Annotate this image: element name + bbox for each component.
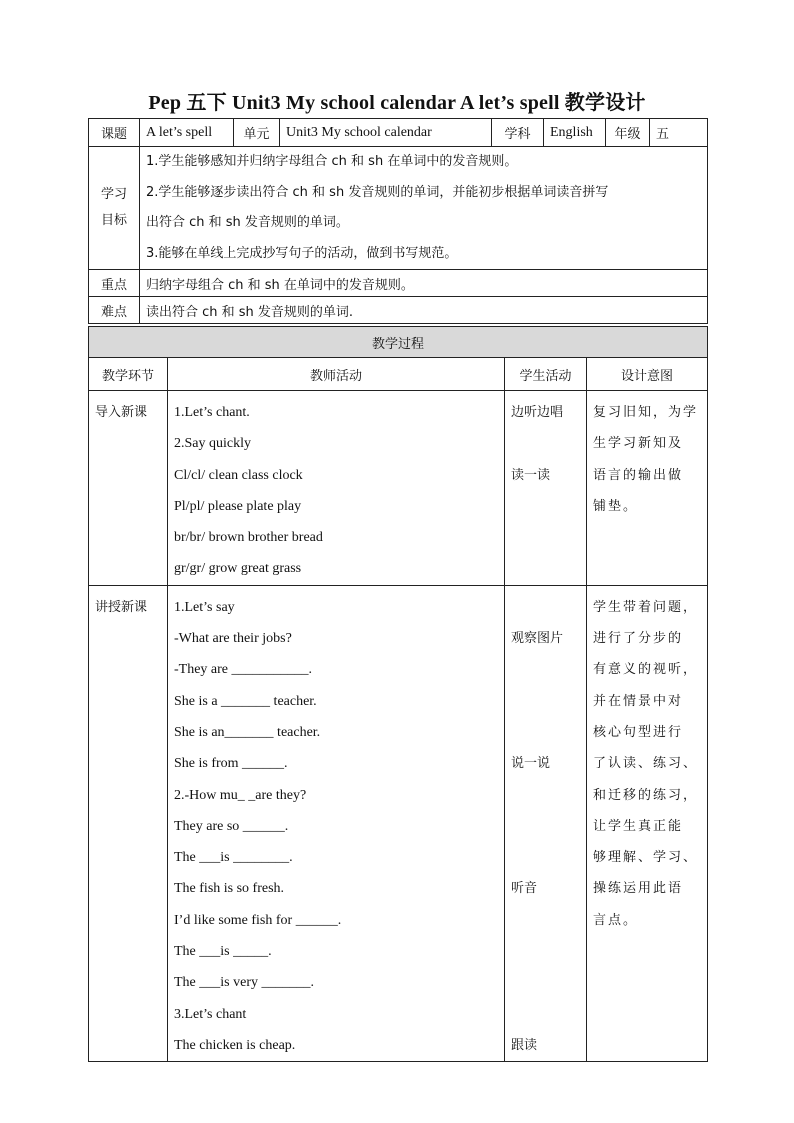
unit-value: Unit3 My school calendar xyxy=(280,119,492,147)
info-row-difficulty xyxy=(89,297,708,324)
col-teacher-header: 教师活动 xyxy=(168,358,505,391)
intent-line: 够理解、学习、 xyxy=(593,850,699,866)
student-line: 观察图片 xyxy=(511,631,564,647)
student-activity-new xyxy=(505,585,587,1061)
student-line xyxy=(511,686,580,717)
process-row-new xyxy=(89,585,708,1061)
intent-line: 并在情景中对 xyxy=(593,693,684,709)
intent-line: 让学生真正能 xyxy=(593,818,684,834)
teacher-line: They are so ______. xyxy=(174,818,289,834)
goals-content xyxy=(140,147,708,270)
student-line xyxy=(511,999,580,1030)
teacher-line: -What are their jobs? xyxy=(174,631,292,647)
info-row-keypoint xyxy=(89,270,708,297)
teacher-line: br/br/ brown brother bread xyxy=(174,530,323,546)
intent-line: 语言的输出做 xyxy=(593,467,684,483)
student-line: 读一读 xyxy=(511,467,551,483)
student-line xyxy=(511,592,580,623)
subject-label: 学科 xyxy=(492,119,544,147)
goals-label-line-2: 目标 xyxy=(100,213,127,228)
intent-line: 有意义的视听， xyxy=(593,662,699,678)
teacher-line: The chicken is cheap. xyxy=(174,1037,296,1053)
intent-line: 复习旧知，为学 xyxy=(593,405,699,420)
info-row-basic xyxy=(89,119,708,147)
teacher-activity-new xyxy=(168,585,505,1061)
topic-label: 课题 xyxy=(89,119,140,147)
teacher-line: Pl/pl/ please plate play xyxy=(174,498,302,514)
grade-label: 年级 xyxy=(606,119,650,147)
intent-line: 了认读、练习、 xyxy=(593,756,699,772)
student-activity-intro xyxy=(505,391,587,586)
difficulty-value: 读出符合 ch 和 sh 发音规则的单词. xyxy=(140,297,708,324)
student-line: 边听边唱 xyxy=(511,405,564,420)
teacher-line: She is from ______. xyxy=(174,756,288,772)
intent-intro xyxy=(587,391,708,586)
intent-line: 言点。 xyxy=(593,912,639,928)
student-line xyxy=(511,811,580,842)
teacher-line: 2.-How mu_ _are they? xyxy=(174,787,307,803)
difficulty-label: 难点 xyxy=(89,297,140,324)
student-line xyxy=(511,717,580,748)
goals-label xyxy=(89,147,140,270)
teacher-line: Cl/cl/ clean class clock xyxy=(174,467,303,483)
keypoint-label: 重点 xyxy=(89,270,140,297)
student-line xyxy=(511,905,580,936)
info-row-goals xyxy=(89,147,708,270)
teacher-line: She is an_______ teacher. xyxy=(174,724,321,740)
goal-line: 1.学生能够感知并归纳字母组合 ch 和 sh 在单词中的发音规则。 xyxy=(146,154,518,169)
goals-label-line-1: 学习 xyxy=(100,187,127,202)
teacher-line: gr/gr/ grow great grass xyxy=(174,561,302,577)
teacher-line: She is a _______ teacher. xyxy=(174,693,317,709)
process-section-row xyxy=(89,327,708,358)
teacher-line: The fish is so fresh. xyxy=(174,881,285,897)
col-stage-header: 教学环节 xyxy=(89,358,168,391)
section-title: 教学过程 xyxy=(89,327,708,358)
process-header-row xyxy=(89,358,708,391)
stage-new xyxy=(89,585,168,1061)
col-student-header: 学生活动 xyxy=(505,358,587,391)
teacher-line: The ___is ________. xyxy=(174,850,293,866)
teacher-line: The ___is _____. xyxy=(174,944,272,960)
teacher-line: I’d like some fish for ______. xyxy=(174,912,342,928)
subject-value: English xyxy=(544,119,606,147)
topic-value: A let’s spell xyxy=(140,119,234,147)
student-line xyxy=(511,936,580,967)
teacher-line: -They are ___________. xyxy=(174,662,313,678)
process-table xyxy=(88,326,708,1062)
student-line xyxy=(511,967,580,998)
student-line xyxy=(511,428,580,459)
stage-label: 讲授新课 xyxy=(95,599,148,615)
col-intent-header: 设计意图 xyxy=(587,358,708,391)
unit-label: 单元 xyxy=(234,119,280,147)
student-line xyxy=(511,780,580,811)
process-row-intro xyxy=(89,391,708,586)
goal-line: 2.学生能够逐步读出符合 ch 和 sh 发音规则的单词，并能初步根据单词读音拼写 xyxy=(146,184,609,200)
intent-line: 进行了分步的 xyxy=(593,631,684,647)
intent-line: 生学习新知及 xyxy=(593,436,684,452)
teacher-line: The ___is very _______. xyxy=(174,975,314,991)
teacher-line: 2.Say quickly xyxy=(174,436,251,452)
grade-value: 五 xyxy=(650,119,708,147)
intent-line: 和迁移的练习， xyxy=(593,787,699,803)
info-table xyxy=(88,118,708,324)
teacher-activity-intro xyxy=(168,391,505,586)
student-line xyxy=(511,842,580,873)
student-line: 说一说 xyxy=(511,756,551,772)
teacher-line: 1.Let’s say xyxy=(174,599,235,615)
teacher-line: 1.Let’s chant. xyxy=(174,405,250,420)
goal-line: 出符合 ch 和 sh 发音规则的单词。 xyxy=(146,215,349,230)
student-line: 听音 xyxy=(511,881,538,897)
goal-line: 3.能够在单线上完成抄写句子的活动，做到书写规范。 xyxy=(146,245,458,261)
intent-line: 铺垫。 xyxy=(593,498,639,514)
student-line xyxy=(511,654,580,685)
page-title: Pep 五下 Unit3 My school calendar A let’s spell 教学设计 xyxy=(148,92,646,114)
stage-label: 导入新课 xyxy=(95,405,148,420)
intent-line: 操练运用此语 xyxy=(593,881,684,897)
stage-intro xyxy=(89,391,168,586)
keypoint-value: 归纳字母组合 ch 和 sh 在单词中的发音规则。 xyxy=(140,270,708,297)
intent-line: 学生带着问题， xyxy=(593,599,699,615)
intent-new xyxy=(587,585,708,1061)
teacher-line: 3.Let’s chant xyxy=(174,1006,247,1022)
student-line: 跟读 xyxy=(511,1037,538,1053)
intent-line: 核心句型进行 xyxy=(593,724,684,740)
